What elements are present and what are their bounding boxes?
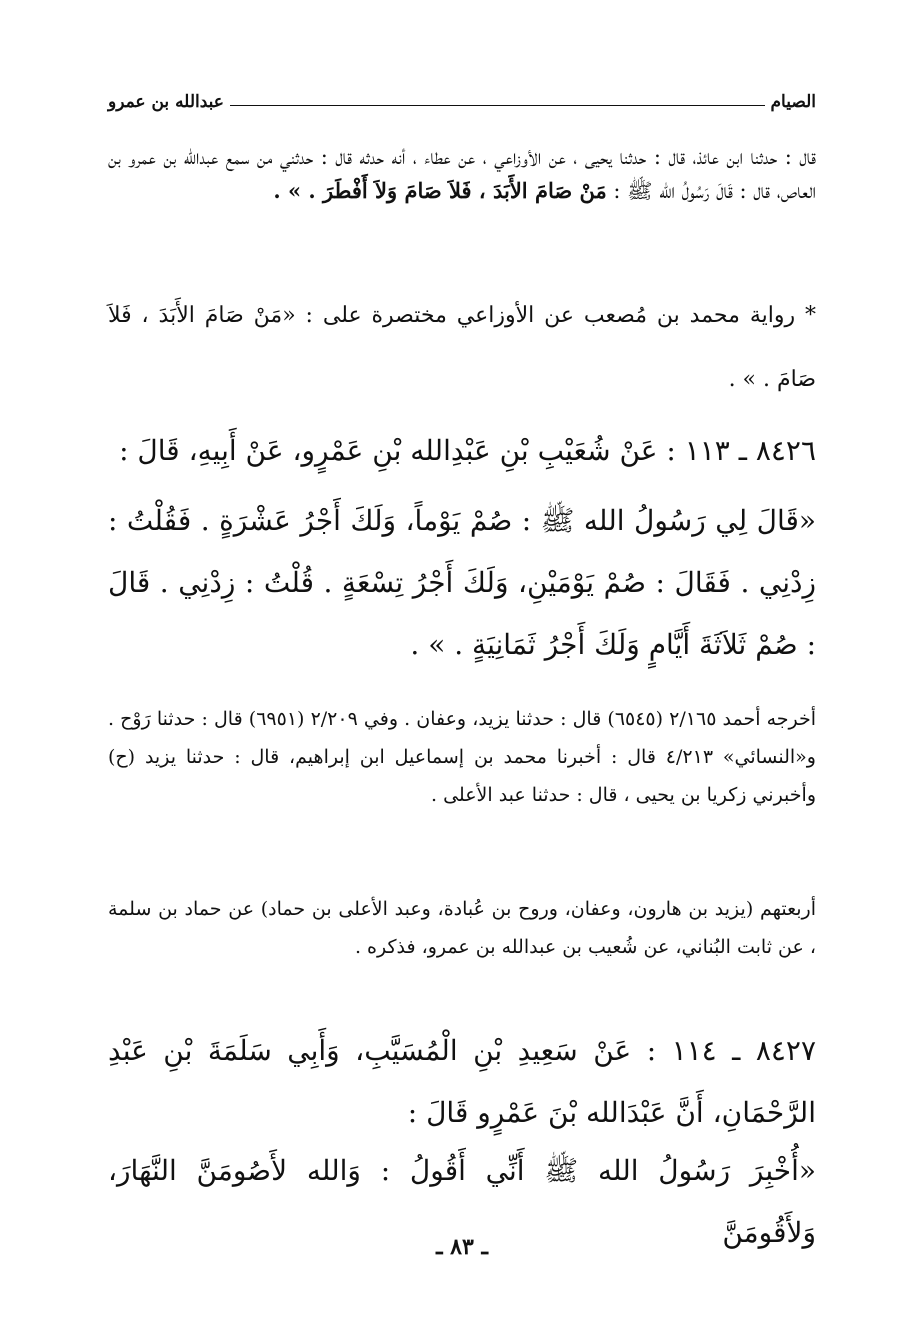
header-rule: [230, 105, 765, 106]
isnad-summary-paragraph: أربعتهم (يزيد بن هارون، وعفان، وروح بن عُبادة، وعبد الأعلى بن حماد) عن حماد بن سلمة ، عن ثابت البُناني، عن شُعيب بن عبدالله بن عمرو، فذكره .: [108, 898, 816, 958]
running-header: [108, 88, 816, 112]
hadith-8426-isnad: ٨٤٢٦ ـ ١١٣ : عَنْ شُعَيْبِ بْنِ عَبْدِالله بْنِ عَمْرٍو، عَنْ أَبِيهِ، قَالَ :: [119, 434, 816, 467]
header-chapter: الصيام: [770, 92, 816, 112]
hadith-8426: [108, 420, 816, 676]
paragraph-1-text: قال : حدثنا ابن عائذ، قال : حدثنا يحيى ، عن الأوزاعي ، عن عطاء ، أنه حدثه قال : حدثني من سمع عبدالله بن عمرو بن العاص، قال : قَالَ رَسُولُ الله ﷺ :: [108, 145, 816, 203]
hadith-8426-matn: «قَالَ لِي رَسُولُ الله ﷺ : صُمْ يَوْماً، وَلَكَ أَجْرُ عَشْرَةٍ . فَقُلْتُ : زِدْنِي . فَقَالَ : صُمْ يَوْمَيْنِ، وَلَكَ أَجْرُ تِسْعَةٍ . قُلْتُ : زِدْنِي . قَالَ : صُمْ ثَلاَثَةَ أَيَّامٍ وَلَكَ أَجْرُ ثَمَانِيَةٍ . » .: [108, 504, 816, 661]
hadith-8427-matn: «أُخْبِرَ رَسُولُ الله ﷺ أَنِّي أَقُولُ : وَالله لأَصُومَنَّ النَّهَارَ، وَلأَقُومَنَّ: [108, 1154, 816, 1249]
paragraph-1: [108, 140, 816, 208]
header-section: عبدالله بن عمرو: [108, 92, 224, 112]
paragraph-2: * رواية محمد بن مُصعب عن الأوزاعي مختصرة على : «مَنْ صَامَ الأَبَدَ ، فَلاَ صَامَ . » .: [108, 303, 816, 392]
page-number: ـ ٨٣ ـ: [436, 1234, 488, 1260]
paragraph-1-hadith: مَنْ صَامَ الأَبَدَ ، فَلاَ صَامَ وَلاَ أَفْطَرَ . » .: [273, 178, 607, 203]
takhrij-paragraph: أخرجه أحمد ٢/١٦٥ (٦٥٤٥) قال : حدثنا يزيد، وعفان . وفي ٢/٢٠٩ (٦٩٥١) قال : حدثنا رَوْح . و«النسائي» ٤/٢١٣ قال : أخبرنا محمد بن إسماعيل ابن إبراهيم، قال : حدثنا يزيد (ح) وأخبرني زكريا بن يحيى ، قال : حدثنا عبد الأعلى .: [108, 708, 817, 806]
hadith-8427-isnad: ٨٤٢٧ ـ ١١٤ : عَنْ سَعِيدِ بْنِ الْمُسَيَّبِ، وَأَبِي سَلَمَةَ بْنِ عَبْدِ الرَّحْمَانِ، أَنَّ عَبْدَالله بْنَ عَمْرٍو قَالَ :: [108, 1034, 816, 1129]
